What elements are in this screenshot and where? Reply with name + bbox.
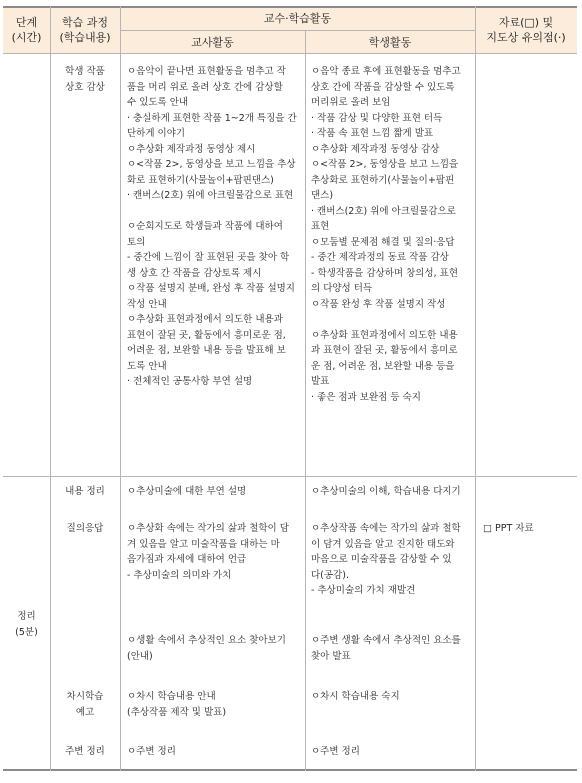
s1-teacher-line: ㅇ음악이 끝나면 표현활동을 멈추고 작 (127, 66, 286, 77)
s1-student-line: 표현 (311, 221, 330, 232)
s1-student-line: 운 점, 어려운 점, 보완할 내용 등을 (311, 360, 455, 372)
s1-teacher-line: ㅇ<작품 2>, 동영상을 보고 느낌을 추상 (127, 159, 296, 170)
s2-student-line: 다(공감). (311, 569, 349, 581)
s2-student-line: ㅇ주변 생활 속에서 추상적인 요소를 (311, 635, 461, 646)
s2-teacher-line: ㅇ추상화 속에는 작가의 삶과 철학이 담 (127, 523, 289, 534)
s1-student-line: 과 표현이 잘된 곳, 활동에서 흥미로 (311, 345, 458, 356)
s1-process-line1: 학생 작품 (65, 66, 105, 77)
s2-teacher-cell (127, 689, 302, 720)
header-material (475, 6, 577, 54)
header-material-line2: 지도상 유의점(·) (486, 31, 566, 44)
s1-teacher-line: 단하게 이야기 (127, 128, 186, 139)
col-divider-material (475, 6, 476, 771)
s1-teacher-line (127, 204, 302, 220)
table-bottom-border (3, 769, 577, 771)
s2-student-line: ㅇ추상미술의 이해, 학습내용 다지기 (311, 486, 461, 497)
s1-student-line: · 작품 속 표현 느낌 짧게 발표 (311, 128, 434, 139)
header-material-line1: 자료(□) 및 (498, 16, 554, 29)
s1-process (50, 64, 120, 95)
s2-process-line: 내용 정리 (65, 486, 105, 497)
s1-teacher-line: ㅇ순회지도로 학생들과 작품에 대하여 (127, 221, 283, 232)
s2-process-line: 차시학습 (66, 691, 104, 702)
s2-teacher-line: ㅇ주변 정리 (127, 746, 176, 757)
s2-process-cell (50, 689, 120, 720)
s2-student-line: 이 담겨 있음을 알고 진지한 태도와 (311, 538, 455, 550)
s1-student-line: 상호 간에 작품을 감상할 수 있도록 (311, 81, 455, 93)
s2-teacher-line: (안내) (127, 650, 153, 662)
header-activity (120, 6, 475, 30)
s1-student-line: ㅇ추상화 제작과정 동영상 감상 (311, 143, 440, 155)
s1-teacher-line: 어려운 점, 보완할 내용 등을 발표해 보 (127, 345, 286, 356)
s2-stage-line2: (5분) (15, 626, 38, 638)
s1-teacher-line: - 중간에 느낌이 잘 표현된 곳을 찾아 학 (127, 252, 290, 263)
s1-student-line: ㅇ작품 완성 후 작품 설명지 작성 (311, 298, 446, 310)
s2-process-cell (50, 744, 120, 760)
section-divider (3, 476, 577, 477)
s2-process-cell (50, 521, 120, 537)
s1-student-line: · 캔버스(2호) 위에 아크릴물감으로 (311, 205, 456, 217)
s1-student-line: ㅇ음악 종료 후에 표현활동을 멈추고 (311, 66, 461, 77)
s2-process-line: 예고 (75, 706, 95, 718)
s1-teacher-line: ㅇ작품 설명지 분배, 완성 후 작품 설명지 (127, 283, 295, 294)
s1-teacher-line: · 전체적인 공통사항 부연 설명 (127, 376, 253, 387)
s1-teacher-line: · 충실하게 표현한 작품 1~2개 특징을 간 (127, 112, 297, 124)
header-stage (3, 6, 50, 54)
col-divider-stage (50, 6, 51, 771)
header-student (305, 30, 475, 54)
header-student-label: 학생활동 (368, 35, 412, 49)
s2-process-line: 주변 정리 (65, 746, 105, 757)
s2-student-line: ㅇ추상작품 속에는 작가의 삶과 철학 (311, 523, 461, 534)
s2-teacher-cell (127, 633, 302, 664)
s1-teacher-line: 도록 안내 (127, 360, 167, 372)
s1-teacher-line: 화로 표현하기(사물놀이+팝핀댄스) (127, 174, 274, 186)
s1-student-line: - 중간 제작과정의 동료 작품 감상 (311, 252, 449, 263)
s1-teacher-activity (127, 64, 302, 390)
s1-student-activity (311, 64, 473, 405)
s1-student-line: ㅇ추상화 표현과정에서 의도한 내용 (311, 329, 458, 341)
s2-student-cell (311, 689, 473, 705)
s2-teacher-line: ㅇ차시 학습내용 안내 (127, 691, 216, 702)
header-teacher-label: 교사활동 (191, 35, 234, 49)
header-teacher (120, 30, 305, 54)
s1-process-line2: 상호 감상 (65, 81, 105, 93)
s1-teacher-line: 표현이 잘된 곳, 활동에서 흥미로운 점, (127, 329, 286, 341)
s1-teacher-line: 작성 안내 (127, 298, 167, 310)
s1-student-line: 발표 (311, 376, 330, 387)
s2-process-line: 질의응답 (66, 523, 104, 534)
s2-material-cell: □ PPT 자료 (483, 523, 534, 534)
header-stage-line2: (시간) (11, 31, 42, 44)
header-process-line2: (학습내용) (59, 31, 111, 44)
header-process-line1: 학습 과정 (61, 16, 108, 29)
s2-teacher-line: 음가짐과 자세에 대하여 언급 (127, 554, 247, 565)
s1-teacher-line: 품을 머리 위로 올려 상호 간에 감상할 (127, 81, 283, 93)
s2-process-cell (50, 484, 120, 500)
s2-stage (3, 609, 50, 640)
s1-student-line: ㅇ모둠별 문제점 해결 및 질의·응답 (311, 236, 455, 248)
s2-teacher-line: ㅇ추상미술에 대한 부연 설명 (127, 486, 247, 497)
s2-student-line: - 추상미술의 가치 재발견 (311, 585, 416, 596)
col-divider-process (120, 6, 121, 771)
s1-student-line: 머리위로 올려 보임 (311, 97, 391, 108)
s1-student-line: ㅇ<작품 2>, 동영상을 보고 느낌을 (311, 159, 459, 170)
s2-teacher-cell (127, 484, 302, 500)
s2-student-cell (311, 521, 473, 599)
s1-student-line: 댄스) (311, 190, 334, 201)
s1-teacher-line: 생 상호 간 작품을 감상토록 제시 (127, 267, 262, 279)
header-process (50, 6, 120, 54)
s2-student-line: 마음으로 미술작품을 감상할 수 있 (311, 554, 452, 565)
header-stage-line1: 단계 (15, 16, 38, 29)
s1-student-line: 추상화로 표현하기(사물놀이+팝핀 (311, 174, 455, 186)
s1-student-line: · 작품 감상 및 다양한 표현 터득 (311, 112, 443, 124)
s1-teacher-line: 토의 (127, 236, 146, 248)
s2-teacher-cell (127, 521, 302, 583)
s2-teacher-line: 겨 있음을 알고 미술작품을 대하는 마 (127, 538, 280, 550)
s1-teacher-line: ㅇ추상화 표현과정에서 의도한 내용과 (127, 314, 283, 325)
s2-teacher-line: - 추상미술의 의미와 가치 (127, 569, 232, 581)
s1-teacher-line: ㅇ추상화 제작과정 동영상 제시 (127, 143, 256, 155)
lesson-plan-table (3, 6, 577, 771)
s1-student-line: 의 다양성 터득 (311, 283, 373, 294)
s2-student-cell (311, 744, 473, 760)
header-activity-label: 교수·학습활동 (263, 11, 332, 25)
s1-student-line (311, 312, 473, 328)
s2-student-line: 찾아 발표 (311, 650, 351, 662)
s1-student-line: - 학생작품을 감상하며 창의성, 표현 (311, 267, 459, 279)
s2-teacher-line: (추상작품 제작 및 발표) (127, 706, 227, 718)
s1-teacher-line: 수 있도록 안내 (127, 97, 189, 108)
s2-teacher-cell (127, 744, 302, 760)
s2-student-cell (311, 633, 473, 664)
s2-student-cell (311, 484, 473, 500)
s2-student-line: ㅇ차시 학습내용 숙지 (311, 691, 400, 702)
col-divider-teacher (305, 30, 306, 771)
s2-stage-line1: 정리 (17, 611, 36, 622)
s1-student-line: · 좋은 점과 보완점 등 숙지 (311, 391, 421, 403)
s2-student-line: ㅇ주변 정리 (311, 746, 360, 757)
s2-teacher-line: ㅇ생활 속에서 추상적인 요소 찾아보기 (127, 635, 286, 646)
s1-teacher-line: · 캔버스(2호) 위에 아크릴물감으로 표현 (127, 190, 294, 201)
